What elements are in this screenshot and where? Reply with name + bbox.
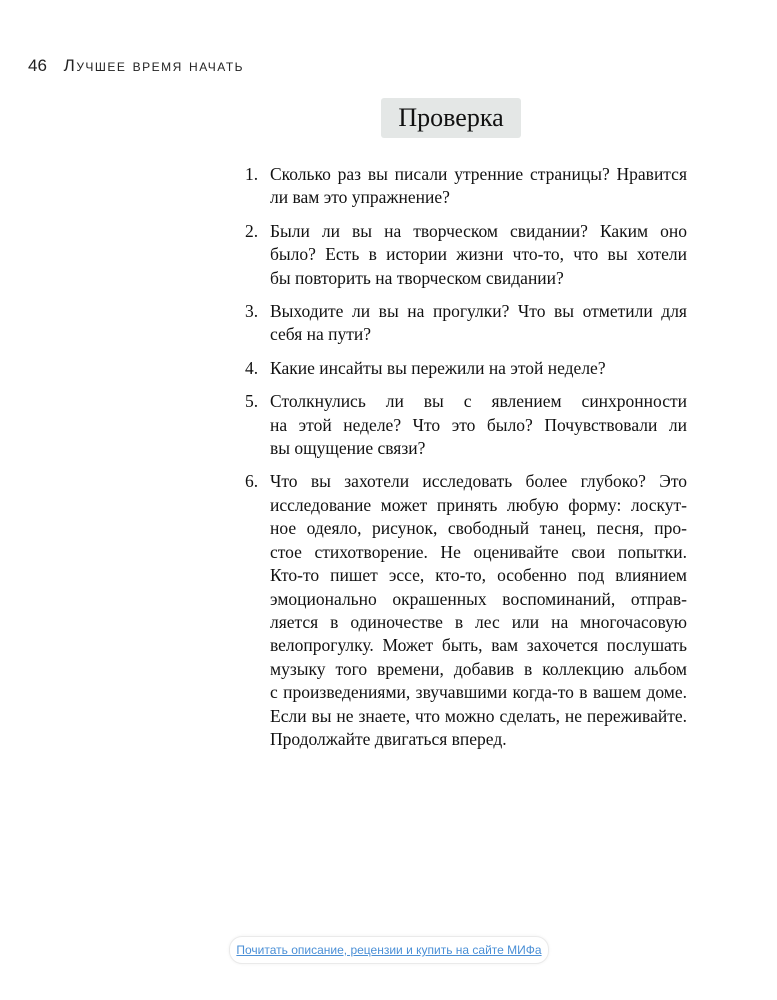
question-text-line: Были ли вы на творческом свидании? Каким оно: [270, 220, 687, 241]
question-item: [245, 470, 687, 751]
question-text-line: Если вы не знаете, что можно сделать, не переживайте.: [270, 705, 687, 726]
running-head: [28, 56, 244, 76]
question-text-line: стое стихотворение. Не оценивайте свои попытки.: [270, 541, 687, 562]
question-number: 2.: [245, 220, 259, 241]
question-text-line: себя на пути?: [270, 324, 372, 345]
question-number: 4.: [245, 357, 259, 378]
question-text-line: было? Есть в истории жизни что-то, что вы хотели: [270, 244, 687, 265]
buy-link[interactable]: Почитать описание, рецензии и купить на сайте МИФа: [229, 936, 549, 964]
page-number: 46: [28, 56, 47, 75]
question-text-line: музыку того времени, добавив в коллекцию альбом: [270, 658, 687, 679]
question-text-line: Выходите ли вы на прогулки? Что вы отметили для: [270, 301, 687, 322]
question-list: [245, 163, 687, 761]
question-text-line: с произведениями, звучавшими когда-то в вашем доме.: [270, 682, 687, 703]
question-item: [245, 163, 687, 210]
question-text-line: на этой неделе? Что это было? Почувствовали ли: [270, 414, 687, 435]
question-text-line: бы повторить на творческом свидании?: [270, 267, 564, 288]
question-item: [245, 390, 687, 460]
question-item: [245, 300, 687, 347]
question-text-line: эмоционально окрашенных воспоминаний, отправ-: [270, 588, 687, 609]
question-text-line: Кто-то пишет эссе, кто-то, особенно под влиянием: [270, 565, 687, 586]
question-text-line: вы ощущение связи?: [270, 438, 426, 459]
question-number: 3.: [245, 301, 259, 322]
question-text-line: ли вам это упражнение?: [270, 187, 450, 208]
question-number: 1.: [245, 164, 259, 184]
question-text-line: велопрогулку. Может быть, вам захочется послушать: [270, 635, 687, 656]
question-text-line: Сколько раз вы писали утренние страницы? Нравится: [270, 164, 687, 184]
question-text-line: ное одеяло, рисунок, свободный танец, песня, про-: [270, 518, 687, 539]
question-item: [245, 220, 687, 290]
book-title: Лучшее время начать: [63, 56, 245, 75]
question-text-line: ляется в одиночестве в лес или на многочасовую: [270, 611, 687, 632]
question-number: 5.: [245, 391, 259, 412]
question-text-line: Какие инсайты вы пережили на этой неделе?: [270, 357, 606, 378]
question-text-line: исследование может принять любую форму: лоскут-: [270, 494, 687, 515]
section-title: Проверка: [381, 98, 521, 138]
question-text-line: Продолжайте двигаться вперед.: [270, 728, 507, 749]
question-text-line: Что вы захотели исследовать более глубоко? Это: [270, 471, 687, 492]
question-item: [245, 357, 687, 380]
question-number: 6.: [245, 471, 259, 492]
question-text-line: Столкнулись ли вы с явлением синхронности: [270, 391, 687, 412]
